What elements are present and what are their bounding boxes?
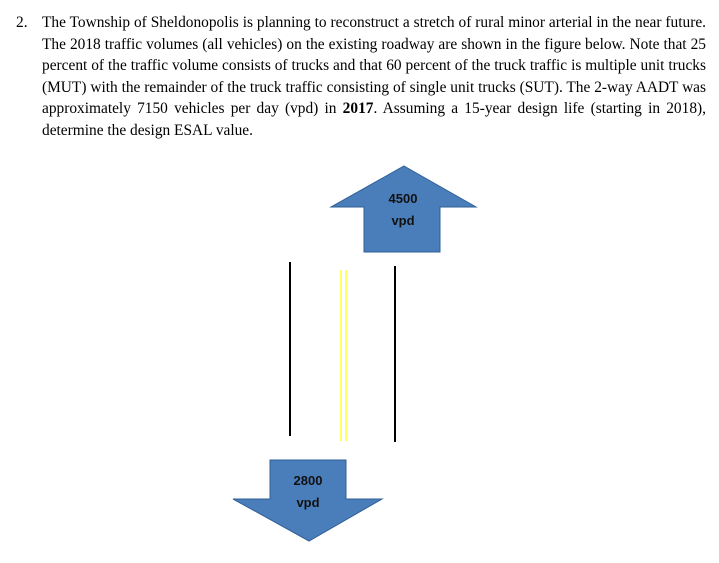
- southbound-arrow: [233, 460, 382, 541]
- northbound-unit: vpd: [391, 213, 415, 228]
- southbound-volume: 2800: [293, 473, 323, 488]
- northbound-arrow: [331, 166, 476, 252]
- problem-text-part-1: The Township of Sheldonopolis is planning to reconstruct a stretch of rural minor arterial in the near future. The 2018 traffic volumes (all vehicles) on the existing roadway are shown in the figure below. Note that 25 percent of the traffic volume consists of trucks and that 60 percent of the truck traffic is multiple unit trucks (MUT) with the remainder of the truck traffic consisting of single unit trucks (SUT). The 2-way AADT was approximately 7150 vehicles per day (vpd) in: [42, 14, 706, 118]
- problem-text-part-2: . Assuming a 15-year design life (starting in 2018), determine the design ESAL value.: [42, 100, 706, 139]
- northbound-volume: 4500: [388, 191, 418, 206]
- problem-year-bold: 2017: [342, 100, 374, 118]
- southbound-unit: vpd: [296, 495, 320, 510]
- problem-number: 2.: [16, 14, 28, 31]
- northbound-arrow-shape: [331, 166, 476, 252]
